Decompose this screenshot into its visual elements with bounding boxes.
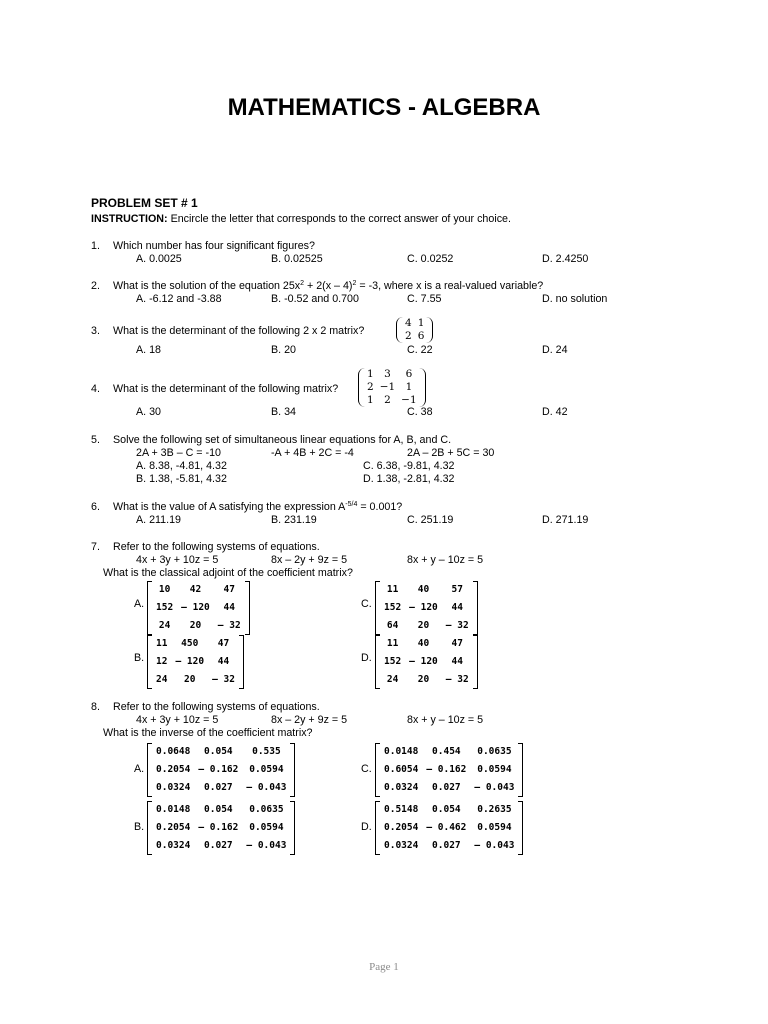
matrix-cell: 0.2635: [477, 804, 512, 815]
choice-c: C. 6.38, -9.81, 4.32: [363, 460, 455, 472]
question-number: 7.: [91, 541, 100, 553]
matrix-cell: – 120: [181, 602, 210, 613]
matrix-cell: – 32: [217, 620, 241, 631]
choice-b: B. -0.52 and 0.700: [271, 293, 359, 305]
matrix-cell: 0.0635: [477, 746, 512, 757]
matrix-cell: 0.5148: [384, 804, 419, 815]
equation-3: 8x + y – 10z = 5: [407, 714, 484, 726]
choice-b: B. 231.19: [271, 514, 317, 526]
question-text: What is the determinant of the following matrix?: [113, 383, 339, 395]
matrix-cell: 0.027: [204, 782, 233, 793]
matrix-cell: – 0.462: [426, 822, 467, 833]
choice-d: D. 1.38, -2.81, 4.32: [363, 473, 455, 485]
matrix-cell: – 0.043: [246, 782, 287, 793]
question-text: What is the value of A satisfying the expression $A^{-5/4} = 0.001$?: [113, 501, 403, 513]
matrix-cell: 24: [386, 674, 399, 685]
matrix-cell: 2: [405, 330, 412, 342]
matrix-cell: – 0.043: [474, 840, 515, 851]
matrix-cell: 0.2054: [384, 822, 419, 833]
matrix-cell: 44: [451, 602, 463, 613]
problem-set-heading: PROBLEM SET # 1: [91, 196, 198, 210]
question-text: Refer to the following systems of equations.: [113, 701, 320, 713]
option-label-d: D.: [361, 821, 372, 833]
matrix-cell: 6: [417, 330, 425, 342]
matrix-cell: −1: [379, 381, 396, 393]
matrix-cell: 0.0148: [384, 746, 419, 757]
matrix-cell: 0.0324: [384, 782, 419, 793]
matrix-cell: – 0.043: [246, 840, 287, 851]
option-label-c: C.: [361, 763, 372, 775]
sub-question: What is the classical adjoint of the coefficient matrix?: [103, 567, 353, 579]
matrix-cell: 0.0594: [249, 822, 284, 833]
option-label-c: C.: [361, 598, 372, 610]
matrix-cell: – 0.162: [198, 764, 239, 775]
matrix-cell: 6: [405, 368, 413, 380]
matrix-cell: 0.027: [432, 840, 461, 851]
matrix-cell: 47: [451, 638, 463, 649]
matrix-cell: 0.0594: [477, 822, 512, 833]
choice-a: A. 30: [136, 406, 161, 418]
matrix-cell: 20: [184, 674, 196, 685]
choice-d: D. 271.19: [542, 514, 589, 526]
question-number: 5.: [91, 434, 100, 446]
matrix-cell: 40: [417, 584, 430, 595]
option-a-matrix: [147, 743, 295, 797]
instruction-line: [91, 213, 511, 225]
matrix-cell: −1: [401, 394, 417, 406]
matrix-cell: – 32: [212, 674, 235, 685]
choice-d: D. 2.4250: [542, 253, 589, 265]
matrix-cell: 152: [384, 602, 402, 613]
equation-3: 2A – 2B + 5C = 30: [407, 447, 495, 459]
choice-c: C. 7.55: [407, 293, 442, 305]
matrix-cell: – 0.162: [198, 822, 239, 833]
choice-a: A. 0.0025: [136, 253, 182, 265]
matrix-cell: 0.0648: [156, 746, 191, 757]
matrix-cell: 0.6054: [384, 764, 419, 775]
matrix-cell: 0.027: [204, 840, 233, 851]
matrix-cell: 0.454: [432, 746, 461, 757]
matrix-cell: 0.0324: [156, 840, 191, 851]
choice-b: B. 20: [271, 344, 296, 356]
matrix-cell: – 120: [409, 656, 438, 667]
matrix-cell: 42: [189, 584, 202, 595]
sub-question: What is the inverse of the coefficient matrix?: [103, 727, 313, 739]
matrix-cell: – 32: [445, 620, 469, 631]
matrix-cell: 152: [156, 602, 174, 613]
matrix-cell: 11: [156, 638, 168, 649]
matrix-cell: 10: [158, 584, 171, 595]
question-text: What is the solution of the equation $25x^2 + 2(x - 4)^2 = -3$, where x is a real-valued variable?: [113, 280, 544, 292]
matrix-cell: 12: [156, 656, 168, 667]
question-number: 8.: [91, 701, 100, 713]
matrix-cell: 40: [417, 638, 430, 649]
matrix-cell: 11: [386, 638, 399, 649]
question-text: What is the determinant of the following 2 x 2 matrix?: [113, 325, 365, 337]
option-c-matrix: [375, 743, 523, 797]
choice-a: A. 18: [136, 344, 161, 356]
choice-b: B. 0.02525: [271, 253, 323, 265]
option-a-matrix: [147, 581, 250, 635]
choice-a: A. -6.12 and -3.88: [136, 293, 222, 305]
choice-d: D. 24: [542, 344, 568, 356]
question-text: Refer to the following systems of equations.: [113, 541, 320, 553]
matrix-cell: 152: [384, 656, 402, 667]
instruction-text: Encircle the letter that corresponds to the correct answer of your choice.: [167, 213, 511, 225]
choice-c: C. 0.0252: [407, 253, 454, 265]
question-number: 3.: [91, 325, 100, 337]
matrix-cell: 0.535: [252, 746, 281, 757]
option-d-matrix: [375, 635, 478, 689]
equation-1: 4x + 3y + 10z = 5: [136, 714, 219, 726]
matrix-cell: 0.2054: [156, 764, 191, 775]
matrix-cell: 0.0594: [249, 764, 284, 775]
matrix-cell: – 0.162: [426, 764, 467, 775]
matrix-cell: 0.054: [204, 746, 233, 757]
matrix-cell: 4: [405, 317, 412, 329]
matrix-cell: 2: [384, 394, 391, 406]
matrix-cell: 2: [367, 381, 374, 393]
matrix-cell: 0.0635: [249, 804, 284, 815]
page-title: MATHEMATICS - ALGEBRA: [227, 94, 541, 121]
matrix-cell: 47: [217, 638, 230, 649]
matrix-cell: 0.0324: [384, 840, 419, 851]
matrix-cell: 44: [217, 656, 230, 667]
option-label-b: B.: [134, 652, 145, 664]
choice-b: B. 1.38, -5.81, 4.32: [136, 473, 227, 485]
matrix-cell: 3: [384, 368, 391, 380]
question-number: 6.: [91, 501, 100, 513]
matrix-cell: 1: [367, 368, 374, 380]
matrix-cell: 0.0594: [477, 764, 512, 775]
matrix-cell: – 120: [175, 656, 205, 667]
option-label-a: A.: [134, 598, 145, 610]
equation-1: 4x + 3y + 10z = 5: [136, 554, 219, 566]
matrix-cell: 0.2054: [156, 822, 191, 833]
choice-d: D. no solution: [542, 293, 608, 305]
equation-2: 8x – 2y + 9z = 5: [271, 554, 348, 566]
option-b-matrix: [147, 635, 244, 689]
option-label-d: D.: [361, 652, 372, 664]
option-d-matrix: [375, 801, 523, 855]
option-label-a: A.: [134, 763, 145, 775]
matrix-cell: 44: [223, 602, 235, 613]
matrix-cell: 0.054: [432, 804, 461, 815]
equation-2: 8x – 2y + 9z = 5: [271, 714, 348, 726]
choice-b: B. 34: [271, 406, 296, 418]
matrix-cell: 11: [386, 584, 399, 595]
page-footer: Page 1: [369, 961, 399, 973]
matrix-cell: 450: [181, 638, 199, 649]
matrix-cell: 1: [417, 317, 425, 329]
matrix-cell: 24: [158, 620, 171, 631]
choice-a: A. 211.19: [136, 514, 181, 526]
matrix-cell: 20: [189, 620, 202, 631]
matrix-cell: – 120: [409, 602, 438, 613]
matrix-cell: 20: [417, 620, 430, 631]
question-text: Solve the following set of simultaneous linear equations for A, B, and C.: [113, 434, 452, 446]
matrix-cell: – 0.043: [474, 782, 515, 793]
option-label-b: B.: [134, 821, 145, 833]
choice-c: C. 251.19: [407, 514, 454, 526]
question-number: 4.: [91, 383, 100, 395]
matrix-cell: 44: [451, 656, 463, 667]
question-number: 1.: [91, 240, 100, 252]
matrix-cell: 0.0148: [156, 804, 191, 815]
choice-d: D. 42: [542, 406, 568, 418]
question-text: Which number has four significant figures?: [113, 240, 315, 252]
matrix-cell: 20: [417, 674, 430, 685]
option-c-matrix: [375, 581, 478, 635]
instruction-label: INSTRUCTION:: [91, 213, 168, 225]
matrix-cell: 1: [405, 381, 413, 393]
equation-1: 2A + 3B – C = -10: [136, 447, 221, 459]
equation-2: -A + 4B + 2C = -4: [271, 447, 354, 459]
matrix-cell: 0.054: [204, 804, 233, 815]
option-b-matrix: [147, 801, 295, 855]
matrix-3x3: [358, 368, 426, 407]
matrix-cell: 0.027: [432, 782, 461, 793]
matrix-cell: 47: [223, 584, 235, 595]
choice-c: C. 22: [407, 344, 433, 356]
matrix-cell: – 32: [445, 674, 469, 685]
matrix-2x2: [396, 317, 433, 343]
matrix-cell: 1: [367, 394, 374, 406]
matrix-cell: 0.0324: [156, 782, 191, 793]
matrix-cell: 57: [451, 584, 463, 595]
matrix-cell: 64: [386, 620, 399, 631]
choice-c: C. 38: [407, 406, 433, 418]
question-number: 2.: [91, 280, 100, 292]
matrix-cell: 24: [156, 674, 168, 685]
choice-a: A. 8.38, -4.81, 4.32: [136, 460, 227, 472]
equation-3: 8x + y – 10z = 5: [407, 554, 484, 566]
